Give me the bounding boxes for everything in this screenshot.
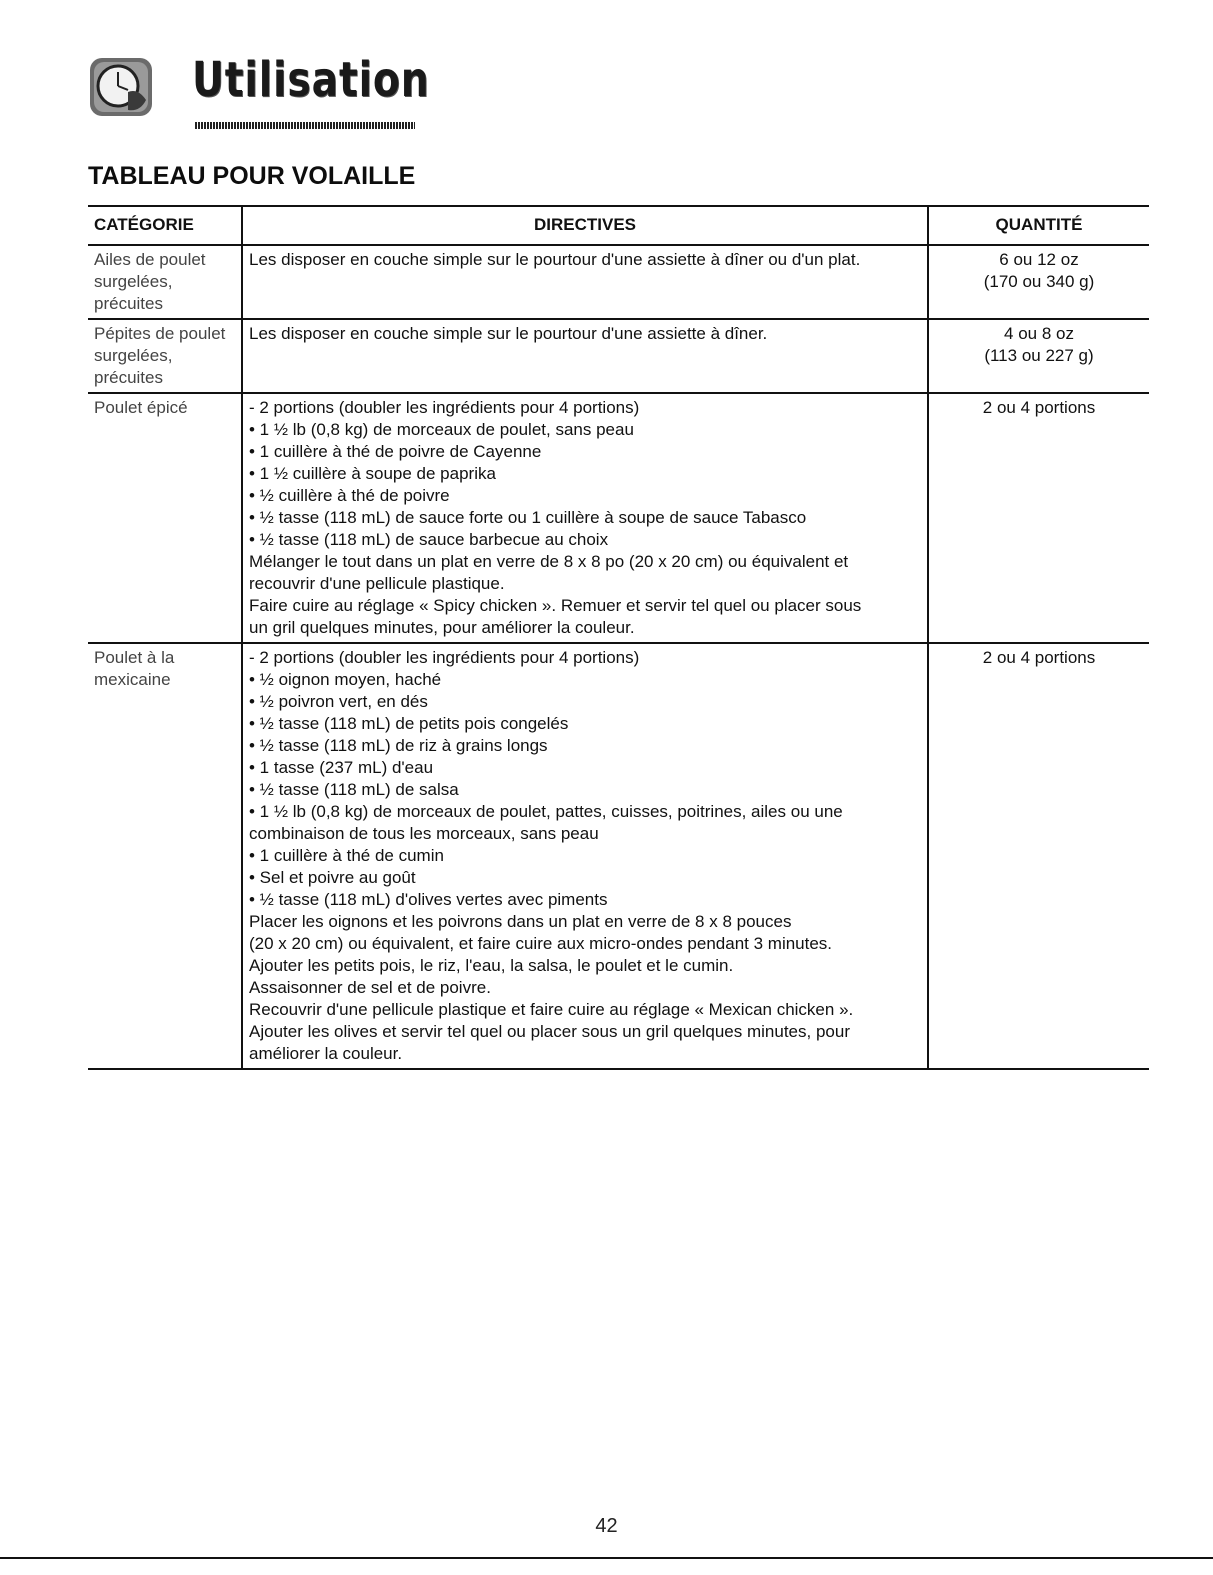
directives-cell-line: Recouvrir d'une pellicule plastique et faire cuire au réglage « Mexican chicken ». bbox=[249, 1000, 854, 1019]
directives-cell-line: combinaison de tous les morceaux, sans peau bbox=[249, 824, 599, 843]
directives-cell-line: Assaisonner de sel et de poivre. bbox=[249, 978, 491, 997]
column-header-category: CATÉGORIE bbox=[88, 206, 242, 245]
directives-cell bbox=[242, 643, 928, 1069]
directives-cell-line: • ½ tasse (118 mL) d'olives vertes avec piments bbox=[249, 890, 608, 909]
quantity-cell bbox=[928, 319, 1149, 393]
column-header-directives: DIRECTIVES bbox=[242, 206, 928, 245]
category-cell bbox=[88, 245, 242, 319]
clock-hand-icon bbox=[88, 56, 154, 118]
header-title: Utilisation bbox=[192, 52, 430, 108]
directives-cell-line: • ½ poivron vert, en dés bbox=[249, 692, 428, 711]
category-cell bbox=[88, 393, 242, 643]
directives-cell-line: • 1 cuillère à thé de poivre de Cayenne bbox=[249, 442, 542, 461]
category-cell-line: Poulet épicé bbox=[94, 398, 188, 417]
directives-cell-line: • 1 ½ lb (0,8 kg) de morceaux de poulet, pattes, cuisses, poitrines, ailes ou une bbox=[249, 802, 843, 821]
directives-cell-line: Mélanger le tout dans un plat en verre de 8 x 8 po (20 x 20 cm) ou équivalent et bbox=[249, 552, 849, 571]
section-title: TABLEAU POUR VOLAILLE bbox=[88, 162, 416, 190]
category-cell bbox=[88, 319, 242, 393]
category-cell-line: précuites bbox=[94, 368, 163, 387]
directives-cell-line: Faire cuire au réglage « Spicy chicken ». Remuer et servir tel quel ou placer sous bbox=[249, 596, 862, 615]
directives-cell-line: un gril quelques minutes, pour améliorer la couleur. bbox=[249, 618, 635, 637]
table-row bbox=[88, 393, 1149, 643]
quantity-cell-line: (170 ou 340 g) bbox=[983, 272, 1095, 291]
header-underline bbox=[195, 122, 415, 129]
footer-rule bbox=[0, 1557, 1213, 1559]
directives-cell bbox=[242, 393, 928, 643]
category-cell-line: surgelées, bbox=[94, 346, 173, 365]
table-row bbox=[88, 245, 1149, 319]
directives-cell-line: - 2 portions (doubler les ingrédients pour 4 portions) bbox=[249, 398, 640, 417]
table-row bbox=[88, 319, 1149, 393]
directives-cell-line: recouvrir d'une pellicule plastique. bbox=[249, 574, 505, 593]
quantity-cell bbox=[928, 393, 1149, 643]
directives-cell-line: Les disposer en couche simple sur le pourtour d'une assiette à dîner. bbox=[249, 324, 768, 343]
directives-cell-line: • ½ tasse (118 mL) de salsa bbox=[249, 780, 459, 799]
category-cell-line: Ailes de poulet bbox=[94, 250, 206, 269]
column-header-quantity: QUANTITÉ bbox=[928, 206, 1149, 245]
directives-cell-line: (20 x 20 cm) ou équivalent, et faire cuire aux micro-ondes pendant 3 minutes. bbox=[249, 934, 833, 953]
quantity-cell bbox=[928, 245, 1149, 319]
directives-cell-line: Ajouter les petits pois, le riz, l'eau, la salsa, le poulet et le cumin. bbox=[249, 956, 734, 975]
quantity-cell-line: 6 ou 12 oz bbox=[999, 250, 1079, 269]
quantity-cell-line: 2 ou 4 portions bbox=[982, 398, 1096, 417]
directives-cell-line: - 2 portions (doubler les ingrédients pour 4 portions) bbox=[249, 648, 640, 667]
category-cell-line: mexicaine bbox=[94, 670, 171, 689]
directives-cell-line: • ½ oignon moyen, haché bbox=[249, 670, 442, 689]
category-cell bbox=[88, 643, 242, 1069]
directives-cell-line: améliorer la couleur. bbox=[249, 1044, 403, 1063]
directives-cell-line: • 1 ½ cuillère à soupe de paprika bbox=[249, 464, 496, 483]
directives-cell bbox=[242, 319, 928, 393]
category-cell-line: Pépites de poulet bbox=[94, 324, 226, 343]
category-cell-line: surgelées, bbox=[94, 272, 173, 291]
table-header-row bbox=[88, 206, 1149, 245]
quantity-cell-line: (113 ou 227 g) bbox=[984, 346, 1094, 365]
category-cell-line: Poulet à la bbox=[94, 648, 175, 667]
directives-cell-line: • ½ tasse (118 mL) de riz à grains longs bbox=[249, 736, 548, 755]
directives-cell-line: • ½ tasse (118 mL) de sauce barbecue au choix bbox=[249, 530, 609, 549]
directives-cell-line: • 1 cuillère à thé de cumin bbox=[249, 846, 444, 865]
quantity-cell bbox=[928, 643, 1149, 1069]
directives-cell bbox=[242, 245, 928, 319]
directives-cell-line: • ½ tasse (118 mL) de petits pois congelés bbox=[249, 714, 569, 733]
section-header bbox=[88, 52, 428, 132]
quantity-cell-line: 2 ou 4 portions bbox=[982, 648, 1096, 667]
poultry-chart-table bbox=[88, 205, 1149, 1070]
directives-cell-line: • ½ tasse (118 mL) de sauce forte ou 1 cuillère à soupe de sauce Tabasco bbox=[249, 508, 807, 527]
directives-cell-line: Ajouter les olives et servir tel quel ou placer sous un gril quelques minutes, pour bbox=[249, 1022, 850, 1041]
directives-cell-line: Placer les oignons et les poivrons dans un plat en verre de 8 x 8 pouces bbox=[249, 912, 792, 931]
table-row bbox=[88, 643, 1149, 1069]
directives-cell-line: Les disposer en couche simple sur le pourtour d'une assiette à dîner ou d'un plat. bbox=[249, 250, 861, 269]
directives-cell-line: • 1 tasse (237 mL) d'eau bbox=[249, 758, 434, 777]
quantity-cell-line: 4 ou 8 oz bbox=[1004, 324, 1074, 343]
directives-cell-line: • Sel et poivre au goût bbox=[249, 868, 416, 887]
page-number: 42 bbox=[595, 1515, 618, 1537]
directives-cell-line: • 1 ½ lb (0,8 kg) de morceaux de poulet, sans peau bbox=[249, 420, 634, 439]
directives-cell-line: • ½ cuillère à thé de poivre bbox=[249, 486, 450, 505]
category-cell-line: précuites bbox=[94, 294, 163, 313]
